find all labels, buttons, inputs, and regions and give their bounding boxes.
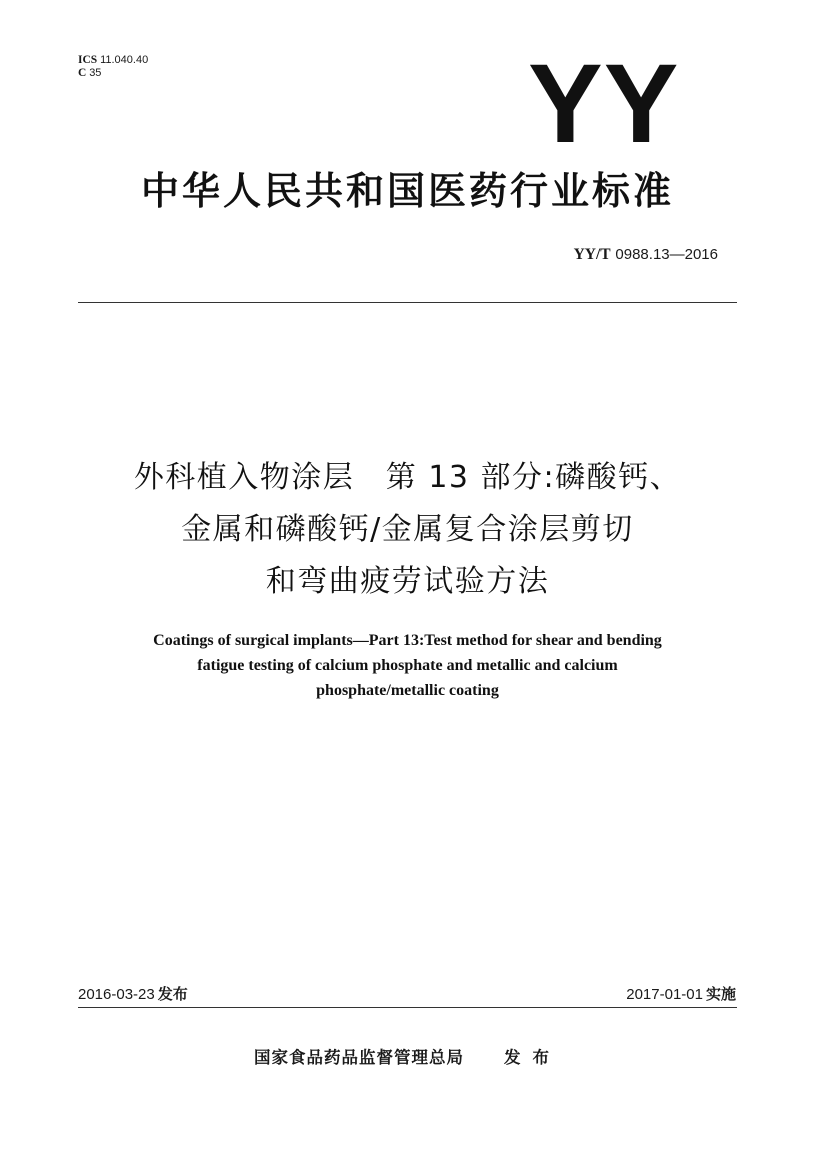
ccs-value: 35	[89, 67, 102, 79]
ccs-label: C	[78, 67, 87, 79]
ics-code	[78, 54, 148, 67]
chinese-title-line-2: 金属和磷酸钙/金属复合涂层剪切	[181, 512, 634, 547]
implement-date	[626, 985, 736, 1004]
chinese-title-line-3: 和弯曲疲劳试验方法	[265, 564, 550, 599]
publish-date-value: 2016-03-23	[78, 986, 155, 1003]
chinese-title	[0, 452, 815, 608]
publish-date-label: 发布	[157, 985, 188, 1003]
standard-number	[574, 245, 718, 264]
ccs-code	[78, 67, 148, 80]
publish-date	[78, 985, 188, 1004]
issuer-name: 国家食品药品监督管理总局	[254, 1048, 464, 1067]
english-title	[0, 628, 815, 703]
standard-category-title: 中华人民共和国医药行业标准	[140, 169, 674, 213]
ics-label: ICS	[78, 54, 98, 66]
issuer-action: 发布	[504, 1048, 561, 1067]
footer-divider	[78, 1007, 737, 1008]
standard-number-prefix: YY/T	[573, 246, 611, 263]
english-title-line-3: phosphate/metallic coating	[316, 682, 499, 699]
standard-number-value: 0988.13—2016	[615, 246, 718, 263]
implement-date-label: 实施	[705, 985, 736, 1003]
yy-standard-logo: YY	[528, 41, 680, 166]
implement-date-value: 2017-01-01	[626, 986, 703, 1003]
english-title-line-1: Coatings of surgical implants—Part 13:Test method for shear and bending	[153, 632, 662, 649]
english-title-line-2: fatigue testing of calcium phosphate and metallic and calcium	[197, 657, 618, 674]
header-divider	[78, 302, 737, 303]
classification-codes	[78, 54, 148, 80]
chinese-title-line-1: 外科植入物涂层 第 13 部分:磷酸钙、	[133, 460, 682, 495]
issuing-authority	[0, 1048, 815, 1068]
ics-value: 11.040.40	[100, 54, 149, 66]
